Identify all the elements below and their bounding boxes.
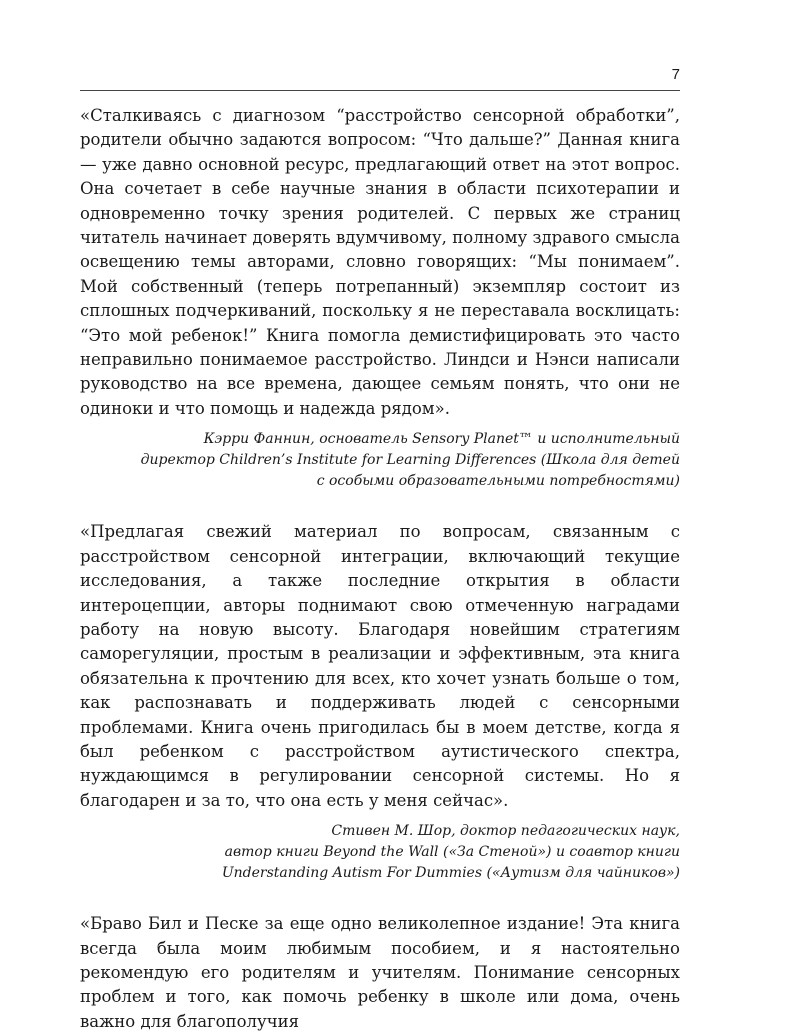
testimonial-quote-1: «Сталкиваясь с диагнозом “расстройство сенсорной обработки”, родители обычно задаются вопросом: “Что дальше?” Данная книга — уже давно основной ресурс, предлагающий ответ на этот вопрос. Она сочетает в себе научные знания в области психотерапии и одновременно точку зрения родителей. С первых же страниц читатель начинает доверять вдумчивому, полному здравого смысла освещению темы авторами, словно говорящих: “Мы понимаем”. Мой собственный (теперь потрепанный) экземпляр состоит из сплошных подчеркиваний, поскольку я не переставала восклицать: “Это мой ребенок!” Книга помогла демистифицировать это часто неправильно понимаемое расстройство. Линдси и Нэнси написали руководство на все времена, дающее семьям понять, что они не одиноки и что помощь и надежда рядом».	[80, 106, 680, 418]
attribution-line: Understanding Autism For Dummies («Аутизм для чайников»)	[221, 865, 680, 882]
page-number: 7	[671, 66, 680, 83]
attribution-line: автор книги Beyond the Wall («За Стеной») и соавтор книги	[224, 844, 680, 861]
header-rule	[80, 90, 680, 91]
testimonial-quote-2: «Предлагая свежий материал по вопросам, связанным с расстройством сенсорной интеграции, включающий текущие исследования, а также последние открытия в области интероцепции, авторы поднимают свою отмеченную наградами работу на новую высоту. Благодаря новейшим стратегиям саморегуляции, простым в реализации и эффективным, эта книга обязательна к прочтению для всех, кто хочет узнать больше о том, как распознавать и поддерживать людей с сенсорными проблемами. Книга очень пригодилась бы в моем детстве, когда я был ребенком с расстройством аутистического спектра, нуждающимся в регулировании сенсорной системы. Но я благодарен и за то, что она есть у меня сейчас».	[80, 522, 680, 810]
attribution-line: директор Children’s Institute for Learning Differences (Школа для детей	[140, 452, 680, 469]
attribution-line: Кэрри Фаннин, основатель Sensory Planet™ и исполнительный	[203, 431, 680, 448]
testimonial-attribution-1	[80, 429, 680, 492]
page-content	[80, 104, 680, 1034]
testimonial-attribution-2	[80, 821, 680, 884]
attribution-line: Стивен М. Шор, доктор педагогических наук,	[331, 823, 680, 840]
spacer	[80, 884, 680, 912]
testimonial-quote-3: «Браво Бил и Песке за еще одно великолепное издание! Эта книга всегда была моим любимым пособием, и я настоятельно рекомендую его родителям и учителям. Понимание сенсорных проблем и того, как помочь ребенку в школе или дома, очень важно для благополучия	[80, 914, 680, 1031]
spacer	[80, 492, 680, 520]
attribution-line: с особыми образовательными потребностями)	[316, 473, 680, 490]
